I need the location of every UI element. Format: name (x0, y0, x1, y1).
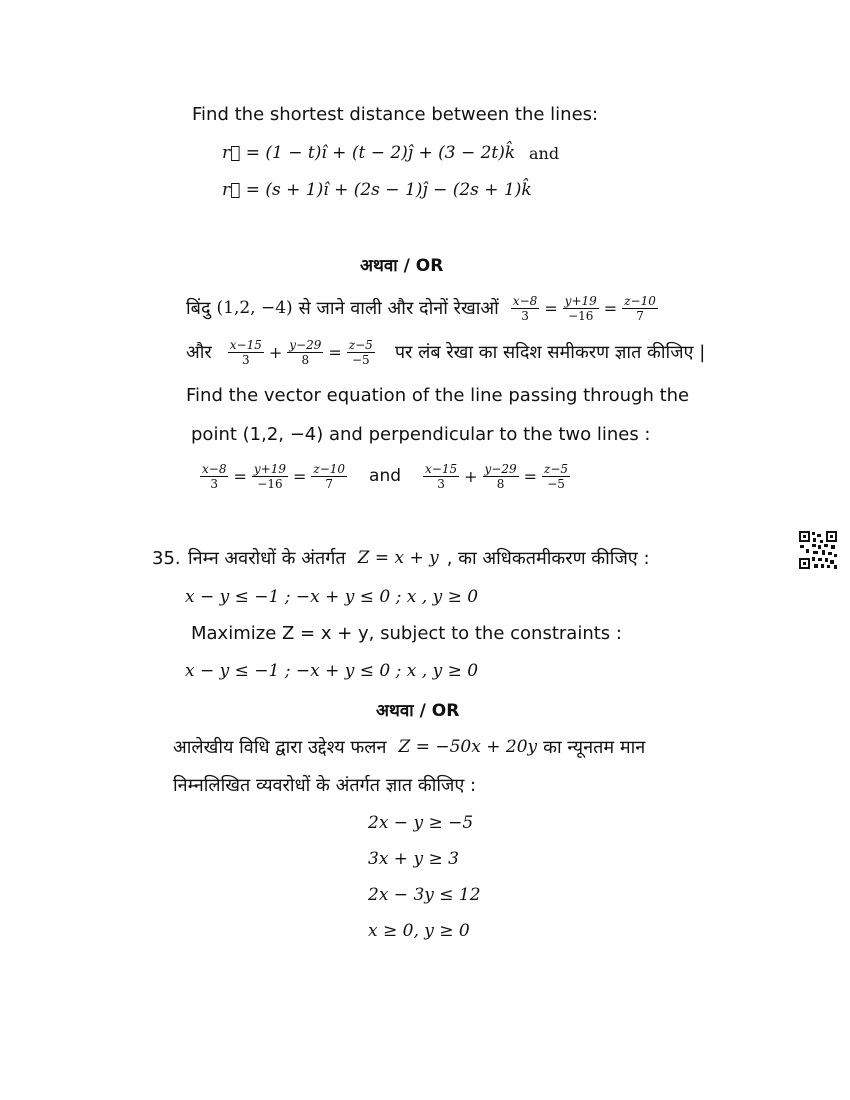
equals-sign: = (523, 466, 538, 486)
fraction-den: 7 (636, 308, 644, 323)
q35-eng-line: Maximize Z = x + y, subject to the constraints : (191, 623, 622, 644)
fraction (622, 294, 658, 323)
hindi-aur: और (186, 342, 212, 363)
fraction (311, 462, 347, 491)
q34-or-eng-line1: Find the vector equation of the line passing through the (186, 385, 690, 406)
fraction-den: 3 (437, 476, 445, 491)
hindi-point: (1,2, −4) (216, 298, 293, 318)
equals-sign: = (292, 466, 307, 486)
fraction-num: z−10 (313, 461, 346, 476)
fraction-num: y+19 (564, 293, 597, 308)
and-word: and (369, 466, 402, 486)
hindi-line1-mid: से जाने वाली और दोनों रेखाओं (298, 298, 499, 319)
fraction-num: y−29 (484, 461, 517, 476)
fraction (252, 462, 288, 491)
fraction-num: y+19 (253, 461, 286, 476)
lp-constraint: 2x − 3y ≤ 12 (368, 885, 481, 905)
q34-title: Find the shortest distance between the lines: (192, 104, 599, 125)
fraction (423, 462, 459, 491)
fraction-num: x−8 (202, 461, 227, 476)
fraction (347, 338, 375, 367)
q35-or-hindi-a: आलेखीय विधि द्वारा उद्देश्य फलन (173, 737, 387, 758)
equals-sign: = (233, 466, 247, 486)
q35-hindi-line1 (188, 546, 650, 570)
fraction-den: 3 (242, 352, 250, 367)
fraction-den: −16 (257, 476, 283, 491)
fraction (563, 294, 599, 323)
fraction (287, 338, 323, 367)
question-number: 35. (152, 548, 181, 569)
fraction-den: 3 (210, 476, 219, 491)
q35-or-hindi-line1 (173, 735, 645, 759)
equals-sign: = (544, 298, 558, 318)
q34-or-hindi-line1 (186, 288, 660, 328)
lp-constraint: x ≥ 0, y ≥ 0 (368, 921, 470, 941)
fraction (542, 462, 570, 491)
fraction-den: 8 (301, 352, 310, 367)
equals-sign: = (603, 298, 618, 318)
fraction-num: z−5 (348, 337, 373, 352)
q35-or-objective: Z = −50x + 20y (398, 737, 538, 757)
q35-objective: Z = x + y (357, 548, 439, 568)
or-label-1: अथवा / OR (360, 256, 444, 276)
fraction-den: 3 (521, 308, 529, 323)
fraction-num: x−8 (512, 293, 538, 308)
q35-constraints-2: x − y ≤ −1 ; −x + y ≤ 0 ; x , y ≥ 0 (185, 661, 479, 681)
q35-hindi-a: निम्न अवरोधों के अंतर्गत (188, 548, 346, 569)
fraction-num: z−5 (544, 461, 569, 476)
fraction (511, 294, 539, 323)
q34-line2: r⃗ = (s + 1)î + (2s − 1)ĵ − (2s + 1)k̂ (222, 180, 532, 200)
hindi-bindu: बिंदु (186, 298, 211, 319)
plus-sign: + (268, 342, 283, 362)
fraction-num: x−15 (229, 337, 262, 352)
plus-sign: + (464, 466, 478, 486)
q35-or-hindi-line2: निम्नलिखित व्यवरोधों के अंतर्गत ज्ञात कीजिए : (173, 775, 477, 796)
frac-group-1 (509, 294, 660, 323)
fraction-num: z−10 (624, 293, 656, 308)
hindi-line2-suffix: पर लंब रेखा का सदिश समीकरण ज्ञात कीजिए | (394, 342, 706, 363)
fraction-den: 7 (325, 476, 334, 491)
fraction-num: x−15 (425, 461, 458, 476)
lp-constraint: 2x − y ≥ −5 (368, 813, 474, 833)
fraction-den: 8 (496, 476, 505, 491)
fraction-den: −5 (547, 476, 565, 491)
q34-line1: r⃗ = (1 − t)î + (t − 2)ĵ + (3 − 2t)k̂ (222, 143, 516, 163)
fraction-den: −16 (568, 308, 594, 323)
lp-constraint: 3x + y ≥ 3 (368, 849, 459, 869)
equals-sign: = (328, 342, 342, 362)
q35-hindi-b: , का अधिकतमीकरण कीजिए : (446, 548, 650, 569)
q34-or-eng-line2: point (1,2, −4) and perpendicular to the two lines : (191, 424, 651, 445)
fraction (483, 462, 519, 491)
qr-code-icon (798, 530, 838, 570)
q34-or-hindi-line2 (186, 332, 705, 372)
fraction (200, 462, 228, 491)
q35-constraints-1: x − y ≤ −1 ; −x + y ≤ 0 ; x , y ≥ 0 (185, 587, 479, 607)
fraction-den: −5 (351, 352, 370, 367)
q34-or-eng-equations (198, 456, 572, 496)
q34-and: and (529, 144, 560, 163)
fraction-num: y−29 (289, 337, 322, 352)
or-label-2: अथवा / OR (376, 701, 460, 721)
q35-or-hindi-b: का न्यूनतम मान (543, 737, 646, 758)
fraction (228, 338, 264, 367)
